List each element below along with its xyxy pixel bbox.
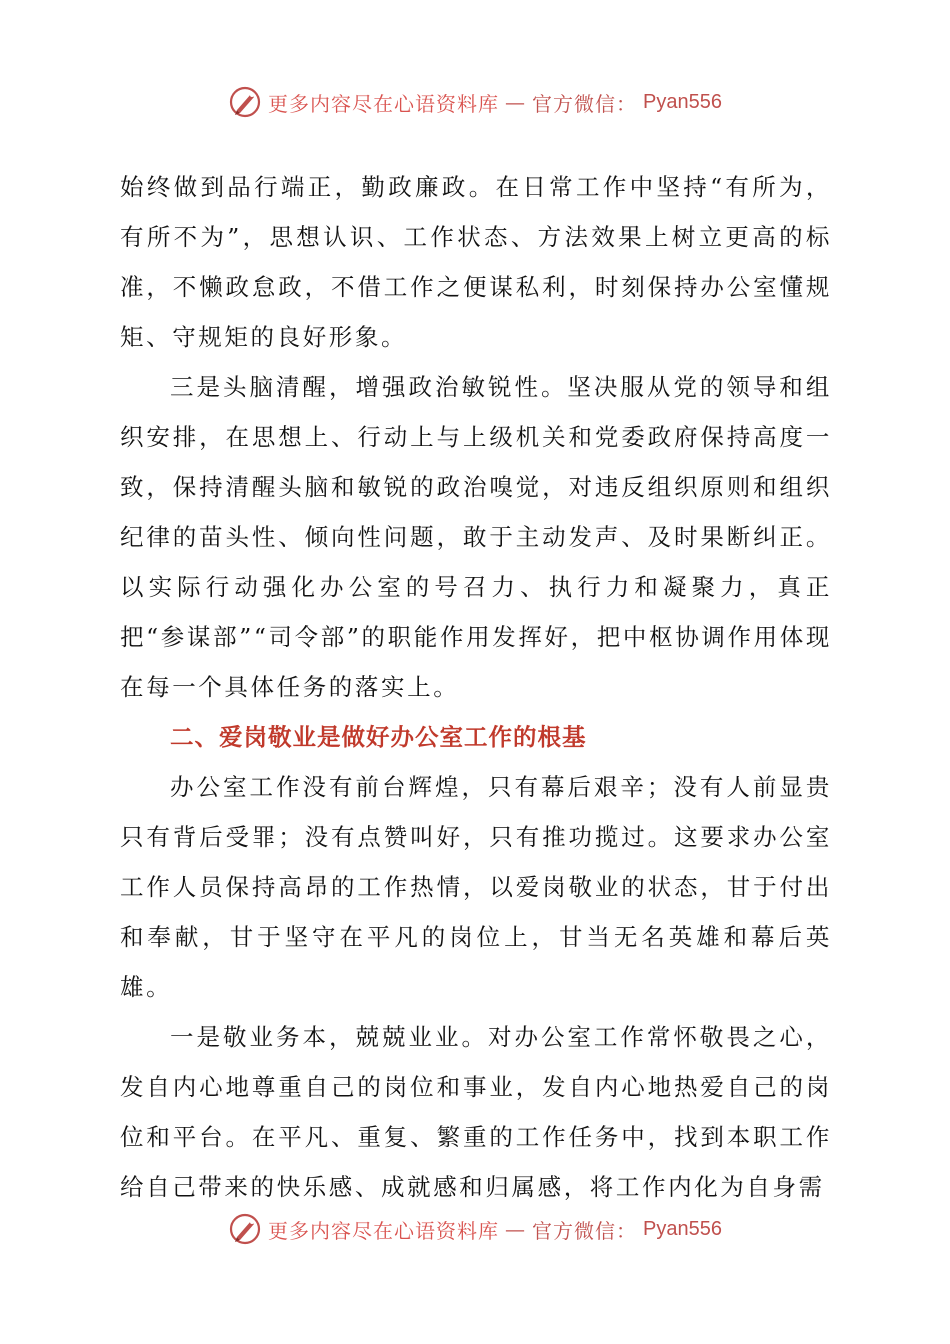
section-heading-2: 二、爱岗敬业是做好办公室工作的根基 (170, 723, 587, 751)
pen-logo-icon (228, 85, 262, 119)
paragraph-3: 办公室工作没有前台辉煌，只有幕后艰辛；没有人前显贵只有背后受罪；没有点赞叫好，只有推功揽过。这要求办公室工作人员保持高昂的工作热情，以爱岗敬业的状态，甘于付出和奉献，甘于坚守在平凡的岗位上，甘当无名英雄和幕后英雄。 (120, 773, 832, 1001)
banner-wechat-label: 官方微信： (532, 1218, 638, 1243)
pen-logo-icon (228, 1212, 262, 1246)
footer-banner (0, 1209, 950, 1249)
banner-wechat-id: Pyan556 (643, 1217, 722, 1240)
paragraph-1: 始终做到品行端正，勤政廉政。在日常工作中坚持“有所为，有所不为”，思想认识、工作状态、方法效果上树立更高的标准，不懒政怠政，不借工作之便谋私利，时刻保持办公室懂规矩、守规矩的良好形象。 (120, 173, 832, 351)
banner-dash: — (505, 90, 527, 114)
banner-main-text: 更多内容尽在心语资料库 (268, 91, 500, 116)
banner-dash: — (505, 1217, 527, 1241)
paragraph-2: 三是头脑清醒，增强政治敏锐性。坚决服从党的领导和组织安排，在思想上、行动上与上级机关和党委政府保持高度一致，保持清醒头脑和敏锐的政治嗅觉，对违反组织原则和组织纪律的苗头性、倾向性问题，敢于主动发声、及时果断纠正。以实际行动强化办公室的号召力、执行力和凝聚力，真正把“参谋部”“司令部”的职能作用发挥好，把中枢协调作用体现在每一个具体任务的落实上。 (120, 373, 832, 701)
paragraph-4: 一是敬业务本，兢兢业业。对办公室工作常怀敬畏之心，发自内心地尊重自己的岗位和事业，发自内心地热爱自己的岗位和平台。在平凡、重复、繁重的工作任务中，找到本职工作给自己带来的快乐感、成就感和归属感，将工作内化为自身需 (120, 1023, 832, 1201)
header-banner (0, 82, 950, 122)
banner-wechat-label: 官方微信： (532, 91, 638, 116)
document-body (120, 162, 832, 1212)
banner-main-text: 更多内容尽在心语资料库 (268, 1218, 500, 1243)
banner-wechat-id: Pyan556 (643, 90, 722, 113)
